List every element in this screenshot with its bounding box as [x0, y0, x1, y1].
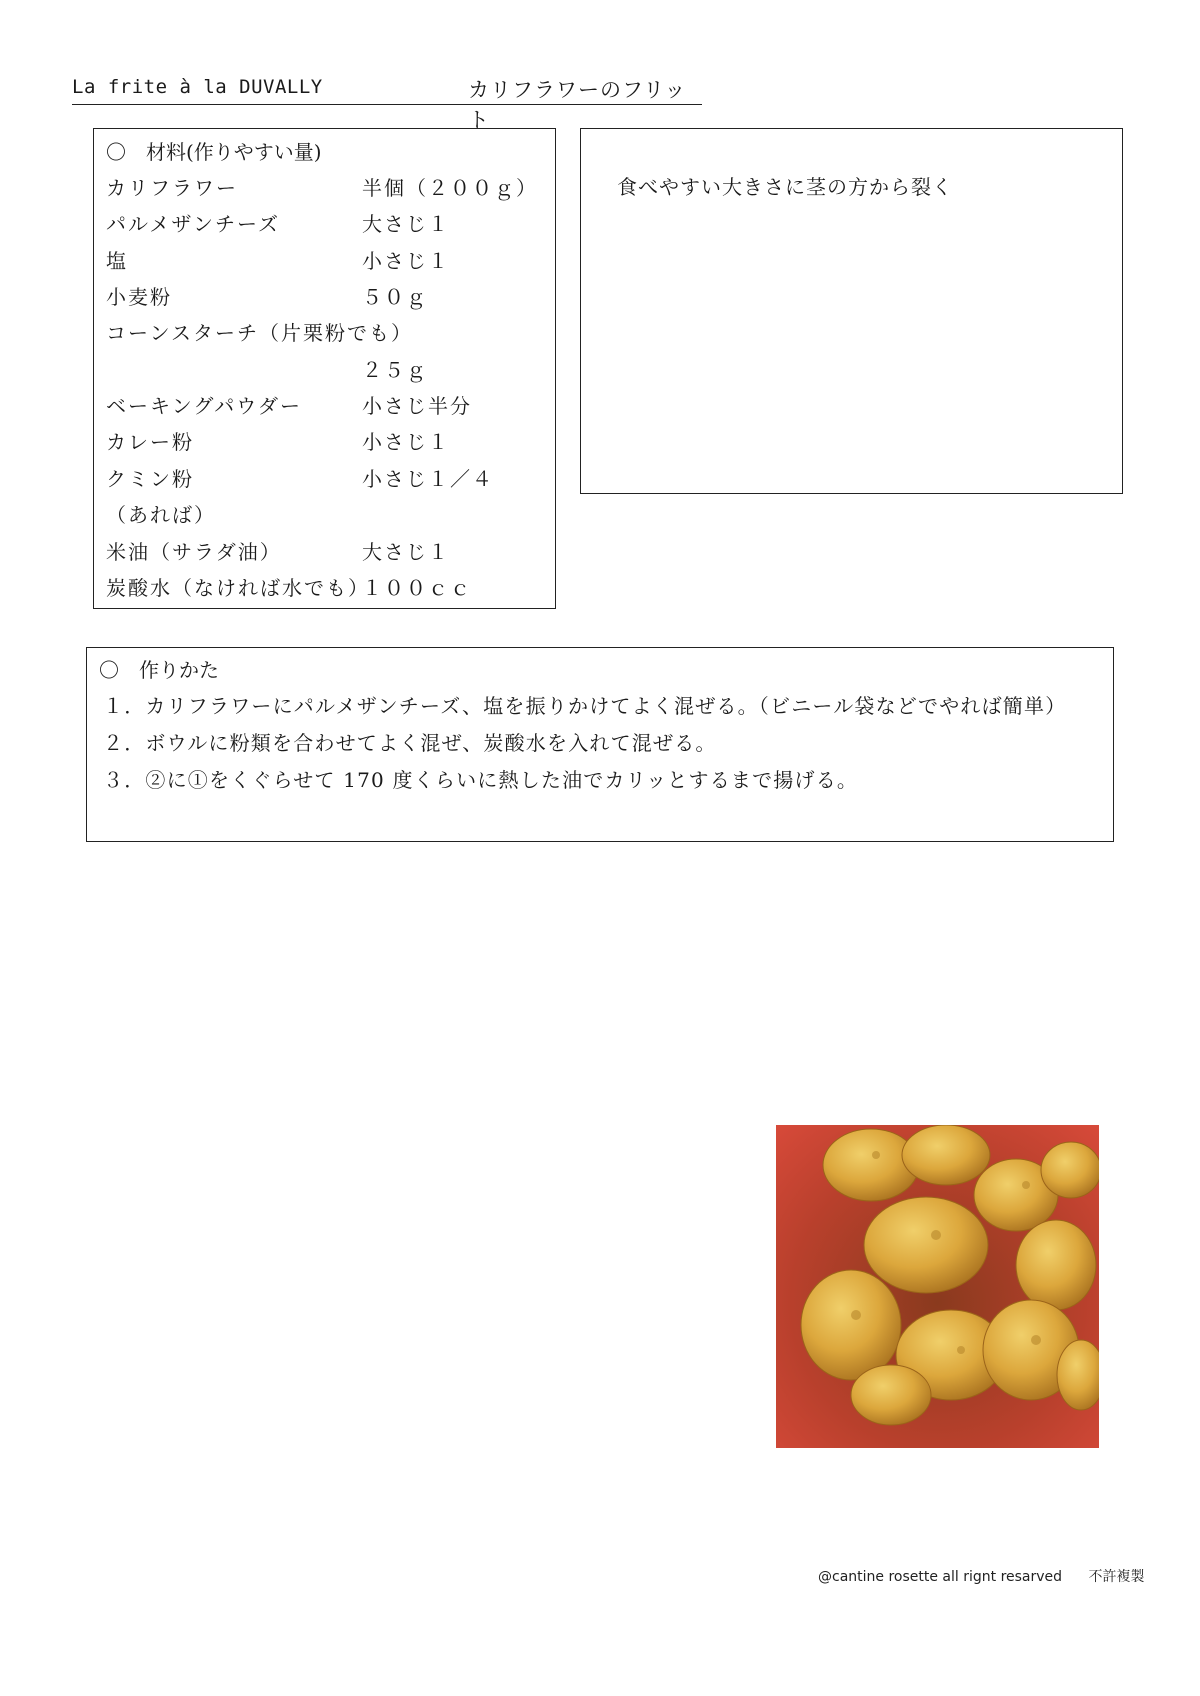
ingredient-name: カレー粉 — [106, 430, 194, 454]
ingredient-qty: 小さじ１ — [362, 430, 450, 454]
ingredient-name: コーンスターチ（片栗粉でも） — [106, 321, 413, 345]
ingredient-qty: 小さじ半分 — [362, 394, 472, 418]
ingredient-name: 塩 — [106, 249, 128, 273]
method-step: ２．ボウルに粉類を合わせてよく混ぜ、炭酸水を入れて混ぜる。 — [103, 731, 717, 755]
method-step: ３．②に①をくぐらせて 170 度くらいに熱した油でカリッとするまで揚げる。 — [103, 768, 859, 792]
cauliflower-fritter-photo — [776, 1125, 1099, 1448]
method-box — [86, 647, 1114, 842]
ingredient-name: 炭酸水（なければ水でも） — [106, 576, 370, 600]
ingredients-box — [93, 128, 556, 609]
page-header — [72, 76, 702, 132]
preparation-note-box — [580, 128, 1123, 494]
ingredient-name: クミン粉 — [106, 467, 194, 491]
footer — [818, 1566, 1145, 1586]
preparation-note: 食べやすい大きさに茎の方から裂く — [617, 175, 953, 199]
ingredient-name: 米油（サラダ油） — [106, 540, 282, 564]
ingredient-name: （あれば） — [106, 503, 216, 527]
method-step: １．カリフラワーにパルメザンチーズ、塩を振りかけてよく混ぜる。（ビニール袋などでやれば簡単） — [103, 694, 1067, 718]
ingredients-title: 〇 材料(作りやすい量) — [106, 140, 322, 164]
ingredient-name: パルメザンチーズ — [106, 212, 280, 236]
ingredient-qty: 小さじ１ — [362, 249, 450, 273]
copyright-text: @cantine rosette all rignt resarved — [818, 1569, 1063, 1585]
ingredient-qty: １００ｃｃ — [362, 576, 472, 600]
ingredient-name: ベーキングパウダー — [106, 394, 302, 418]
title-french: La frite à la DUVALLY — [72, 76, 323, 98]
ingredient-qty: 大さじ１ — [362, 540, 450, 564]
ingredient-qty: 半個（２００ｇ） — [362, 176, 538, 200]
ingredient-name: カリフラワー — [106, 176, 238, 200]
ingredient-qty: 大さじ１ — [362, 212, 450, 236]
rights-text: 不許複製 — [1088, 1569, 1145, 1585]
title-japanese: カリフラワーのフリット — [468, 78, 687, 132]
method-title: 〇 作りかた — [99, 658, 219, 682]
ingredient-name: 小麦粉 — [106, 285, 172, 309]
ingredient-qty: 小さじ１／４ — [362, 467, 494, 491]
ingredient-qty: ５０ｇ — [362, 285, 428, 309]
ingredient-qty: ２５ｇ — [362, 358, 428, 382]
